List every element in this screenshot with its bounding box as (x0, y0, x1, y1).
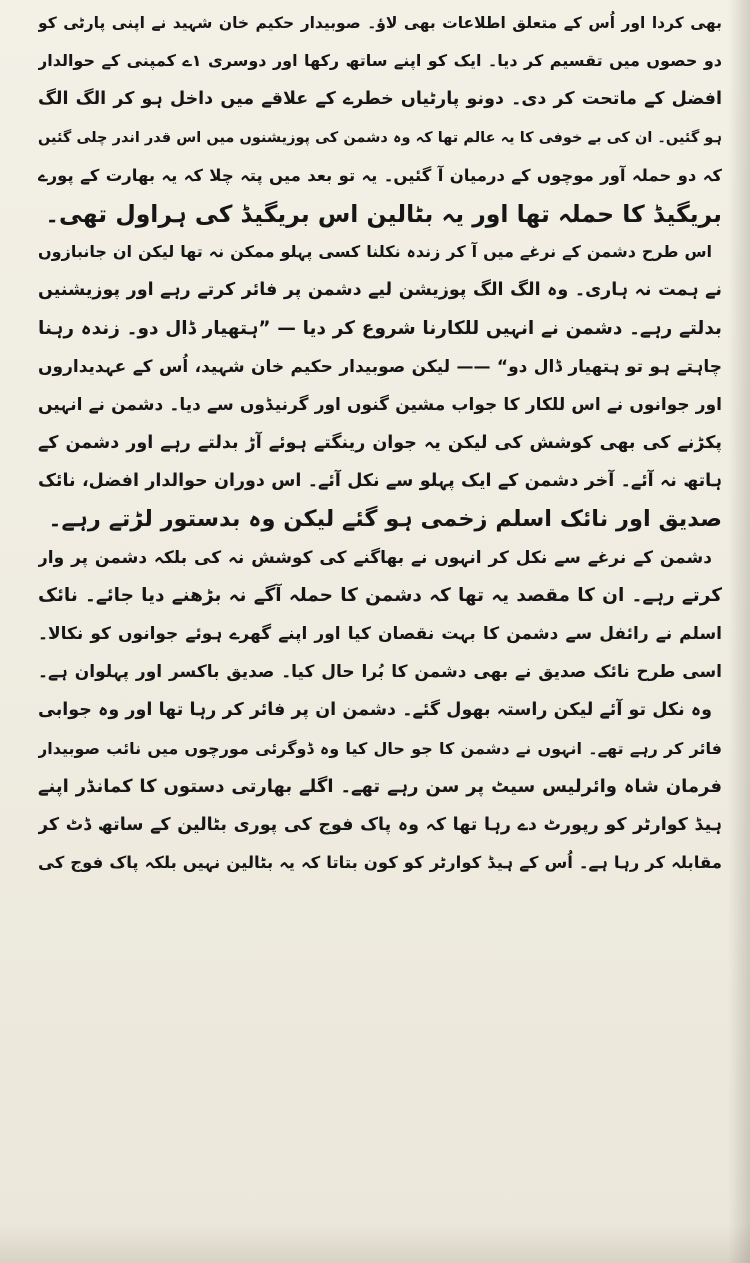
text-line: وہ نکل تو آئے لیکن راستہ بھول گئے۔ دشمن ان پر فائر کر رہا تھا اور وہ جوابی (38, 700, 712, 721)
page-edge-shadow (728, 0, 750, 1263)
urdu-text-body (38, 4, 722, 882)
text-line: اسی طرح نائک صدیق نے بھی دشمن کا بُرا حال کیا۔ صدیق باکسر اور پہلوان ہے۔ (38, 662, 722, 683)
text-line: مقابلہ کر رہا ہے۔ اُس کے ہیڈ کوارٹر کو کون بتاتا کہ یہ بٹالین نہیں بلکہ پاک فوج کی (38, 853, 722, 873)
text-line: پکڑنے کی بھی کوشش کی لیکن یہ جوان رینگتے ہوئے آڑ بدلتے رہے اور دشمن کے (38, 433, 722, 454)
text-line: چاہتے ہو تو ہتھیار ڈال دو“ —— لیکن صوبیدار حکیم خان شہید، اُس کے عہدیداروں (38, 356, 722, 377)
text-line: نے ہمت نہ ہاری۔ وہ الگ الگ پوزیشن لیے دشمن پر فائر کرتے رہے اور پوزیشنیں (38, 280, 722, 301)
text-line: صدیق اور نائک اسلم زخمی ہو گئے لیکن وہ بدستور لڑتے رہے۔ (48, 506, 722, 533)
text-line: ہیڈ کوارٹر کو رپورٹ دے رہا تھا کہ وہ پاک فوج کی پوری بٹالین کے ساتھ ڈٹ کر (38, 814, 722, 835)
text-line: اس طرح دشمن کے نرغے میں آ کر زندہ نکلنا کسی پہلو ممکن نہ تھا لیکن ان جانبازوں (38, 242, 712, 262)
text-line: دو حصوں میں تقسیم کر دیا۔ ایک کو اپنے ساتھ رکھا اور دوسری ۱ے کمپنی کے حوالدار (38, 51, 722, 71)
text-line: دشمن کے نرغے سے نکل کر انہوں نے بھاگنے کی کوشش نہ کی بلکہ دشمن پر وار (38, 547, 712, 568)
text-line: افضل کے ماتحت کر دی۔ دونو پارٹیاں خطرے کے علاقے میں داخل ہو کر الگ الگ (38, 89, 722, 110)
text-line: فائر کر رہے تھے۔ انہوں نے دشمن کا جو حال کیا وہ ڈوگرئی مورچوں میں نائب صوبیدار (38, 738, 722, 758)
text-line: اسلم نے رائفل سے دشمن کا بہت نقصان کیا اور اپنے گھرے ہوئے جوانوں کو نکالا۔ (38, 624, 722, 644)
text-line: ہو گئیں۔ ان کی بے خوفی کا یہ عالم تھا کہ وہ دشمن کی پوزیشنوں میں اس قدر اندر چلی گئیں (38, 129, 722, 146)
text-line: فرمان شاہ وائرلیس سیٹ پر سن رہے تھے۔ اگلے بھارتی دستوں کا کمانڈر اپنے (38, 775, 722, 797)
text-line: اور جوانوں نے اس للکار کا جواب مشین گنوں اور گرنیڈوں سے دیا۔ دشمن نے انہیں (38, 394, 722, 415)
text-line: کرتے رہے۔ ان کا مقصد یہ تھا کہ دشمن کا حملہ آگے نہ بڑھنے دیا جائے۔ نائک (38, 584, 722, 606)
page-bottom-shadow (0, 1223, 750, 1263)
text-line: بریگیڈ کا حملہ تھا اور یہ بٹالین اس بریگیڈ کی ہراول تھی۔ (45, 199, 722, 228)
text-line: بھی کردا اور اُس کے متعلق اطلاعات بھی لاؤ۔ صوبیدار حکیم خان شہید نے اپنی پارٹی کو (38, 14, 722, 32)
text-line: کہ دو حملہ آور موچوں کے درمیان آ گئیں۔ یہ تو بعد میں پتہ چلا کہ یہ بھارت کے پورے (38, 165, 722, 185)
text-line: بدلتے رہے۔ دشمن نے انہیں للکارنا شروع کر دیا — ”ہتھیار ڈال دو۔ زندہ رہنا (38, 317, 722, 339)
text-line: ہاتھ نہ آئے۔ آخر دشمن کے ایک پہلو سے نکل آئے۔ اس دوران حوالدار افضل، نائک (38, 471, 722, 492)
